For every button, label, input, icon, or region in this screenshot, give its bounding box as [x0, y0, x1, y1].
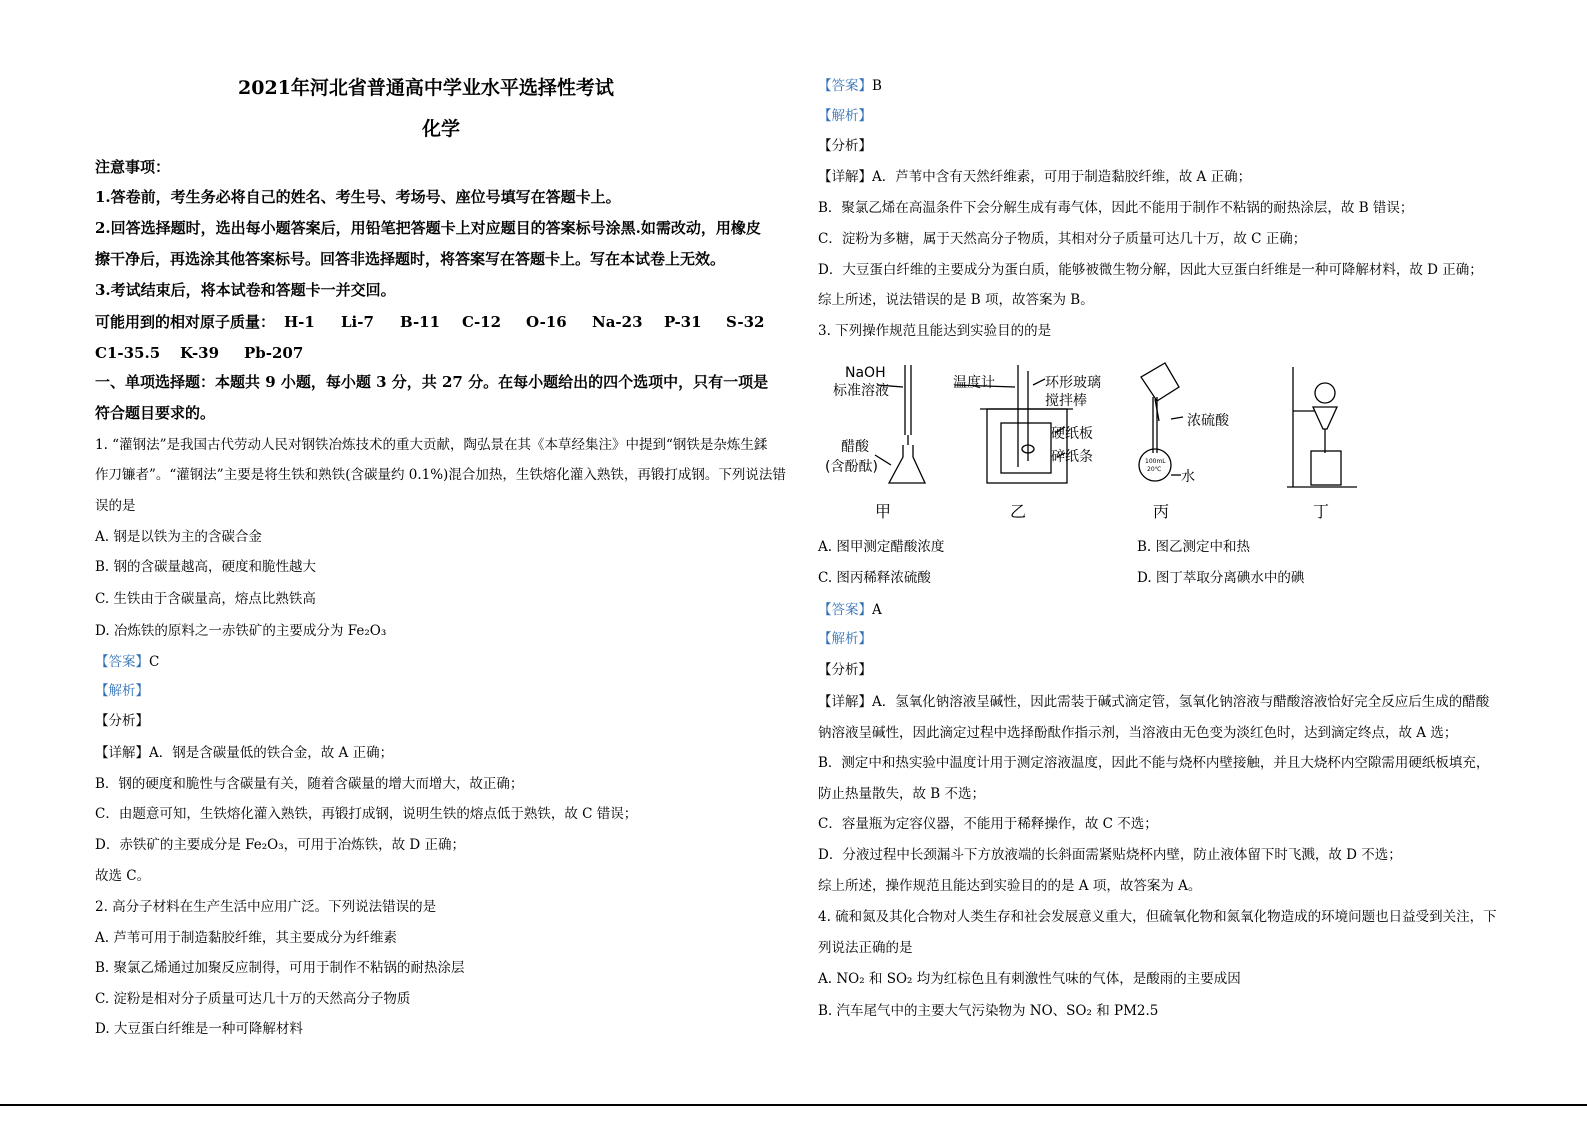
label: 20℃ [1147, 466, 1162, 473]
option: C. 图丙稀释浓硫酸 [818, 570, 931, 586]
detail-line: 综上所述，操作规范且能达到实验目的的是 A 项，故答案为 A。 [818, 878, 1202, 894]
notice-item: 1.答卷前，考生务必将自己的姓名、考生号、考场号、座位号填写在答题卡上。 [95, 188, 621, 206]
question-stem: 1. “灌钢法”是我国古代劳动人民对钢铁冶炼技术的重大贡献，陶弘景在其《本草经集注》中提到“钢铁是杂炼生鍒 [95, 437, 768, 453]
label: 水 [1181, 469, 1195, 485]
atom-mass: C-12 [462, 313, 502, 331]
option: B. 图乙测定中和热 [1137, 539, 1251, 555]
explain-tag: 【解析】 [818, 108, 872, 124]
answer-line [95, 653, 159, 671]
explain-tag: 【解析】 [95, 683, 149, 699]
detail-line: 故选 C。 [95, 868, 151, 884]
question-stem: 误的是 [95, 498, 136, 514]
label: 温度计 [953, 375, 995, 391]
atom-mass: O-16 [526, 313, 567, 331]
atom-mass: Pb-207 [244, 344, 304, 362]
atom-mass: S-32 [726, 313, 765, 331]
detail-line: D．分液过程中长颈漏斗下方放液端的长斜面需紧贴烧杯内壁，防止液体留下时飞溅，故 D 不选； [818, 847, 1402, 863]
analysis-tag: 【分析】 [818, 138, 872, 154]
caption-ding: 丁 [1313, 502, 1330, 521]
label: 醋酸 [841, 439, 869, 455]
notice-heading: 注意事项： [95, 158, 171, 176]
option: B. 钢的含碳量越高，硬度和脆性越大 [95, 559, 317, 575]
atom-mass: K-39 [180, 344, 220, 362]
detail-line: 【详解】A．钢是含碳量低的铁合金，故 A 正确； [95, 745, 394, 761]
option: D. 大豆蛋白纤维是一种可降解材料 [95, 1021, 303, 1037]
atom-mass: B-11 [400, 313, 441, 331]
detail-line: C．由题意可知，生铁熔化灌入熟铁，再锻打成钢，说明生铁的熔点低于熟铁，故 C 错误； [95, 806, 638, 822]
question-stem: 列说法正确的是 [818, 940, 913, 956]
detail-line: B．聚氯乙烯在高温条件下会分解生成有毒气体，因此不能用于制作不粘锅的耐热涂层，故 B 错误； [818, 200, 1414, 216]
option: C. 生铁由于含碳量高，熔点比熟铁高 [95, 591, 316, 607]
detail-line: 防止热量散失，故 B 不选； [818, 786, 986, 802]
answer-line [818, 77, 882, 95]
detail-line: C．容量瓶为定容仪器，不能用于稀释操作，故 C 不选； [818, 816, 1158, 832]
detail-line: D．赤铁矿的主要成分是 Fe₂O₃，可用于冶炼铁，故 D 正确； [95, 837, 466, 853]
option: A. 芦苇可用于制造黏胶纤维，其主要成分为纤维素 [95, 930, 397, 946]
detail-line: B．钢的硬度和脆性与含碳量有关，随着含碳量的增大而增大，故正确； [95, 776, 524, 792]
detail-line: D．大豆蛋白纤维的主要成分为蛋白质，能够被微生物分解，因此大豆蛋白纤维是一种可降解材料，故 D 正确； [818, 262, 1483, 278]
label: 标准溶液 [833, 383, 889, 399]
question-stem: 作刀镰者”。“灌钢法”主要是将生铁和熟铁(含碳量约 0.1%)混合加热，生铁熔化灌入熟铁，再锻打成钢。下列说法错 [95, 467, 786, 483]
answer-tag: 【答案】 [818, 602, 872, 618]
detail-line: 综上所述，说法错误的是 B 项，故答案为 B。 [818, 292, 1094, 308]
atom-mass: H-1 [284, 313, 315, 331]
atoms-label: 可能用到的相对原子质量： [95, 313, 276, 331]
label: NaOH [845, 365, 886, 381]
label: 碎纸条 [1051, 449, 1093, 465]
explain-tag: 【解析】 [818, 631, 872, 647]
atom-mass: C1-35.5 [95, 344, 161, 362]
detail-line: 【详解】A．氢氧化钠溶液呈碱性，因此需装于碱式滴定管，氢氧化钠溶液与醋酸溶液恰好完全反应后生成的醋酸 [818, 694, 1490, 710]
question-stem: 2. 高分子材料在生产生活中应用广泛。下列说法错误的是 [95, 899, 437, 915]
question-stem: 4. 硫和氮及其化合物对人类生存和社会发展意义重大，但硫氧化物和氮氧化物造成的环境问题也日益受到关注，下 [818, 909, 1497, 925]
section-heading: 一、单项选择题：本题共 9 小题，每小题 3 分，共 27 分。在每小题给出的四个选项中，只有一项是 [95, 373, 769, 391]
notice-item: 2.回答选择题时，选出每小题答案后，用铅笔把答题卡上对应题目的答案标号涂黑.如需改动，用橡皮 [95, 219, 761, 237]
answer-value: B [872, 78, 882, 94]
analysis-tag: 【分析】 [95, 713, 149, 729]
option: C. 淀粉是相对分子质量可达几十万的天然高分子物质 [95, 991, 411, 1007]
question-stem: 3. 下列操作规范且能达到实验目的的是 [818, 323, 1052, 339]
answer-value: A [872, 602, 882, 618]
label: 100mL [1145, 458, 1166, 465]
label: 浓硫酸 [1187, 413, 1229, 429]
label: 硬纸板 [1051, 426, 1093, 442]
option: A. 钢是以铁为主的含碳合金 [95, 529, 262, 545]
detail-line: C．淀粉为多糖，属于天然高分子物质，其相对分子质量可达几十万，故 C 正确； [818, 231, 1307, 247]
page-bottom-rule [0, 1104, 1587, 1106]
notice-item: 3.考试结束后，将本试卷和答题卡一并交回。 [95, 281, 396, 299]
caption-bing: 丙 [1153, 502, 1170, 521]
exam-title: 2021年河北省普通高中学业水平选择性考试 [238, 77, 614, 99]
label: 环形玻璃 [1045, 375, 1101, 391]
answer-tag: 【答案】 [818, 78, 872, 94]
answer-line [818, 601, 882, 619]
detail-line: 【详解】A．芦苇中含有天然纤维素，可用于制造黏胶纤维，故 A 正确； [818, 169, 1252, 185]
detail-line: B．测定中和热实验中温度计用于测定溶液温度，因此不能与烧杯内壁接触，并且大烧杯内空隙需用硬纸板填充， [818, 755, 1490, 771]
answer-value: C [149, 654, 160, 670]
label: 搅拌棒 [1045, 393, 1087, 409]
atom-mass: P-31 [664, 313, 702, 331]
section-heading: 符合题目要求的。 [95, 404, 216, 422]
answer-tag: 【答案】 [95, 654, 149, 670]
apparatus-ding [1287, 367, 1357, 487]
subject-title: 化学 [422, 118, 461, 140]
apparatus-figure [825, 357, 1385, 529]
option: A. NO₂ 和 SO₂ 均为红棕色且有刺激性气味的气体，是酸雨的主要成因 [818, 971, 1241, 987]
analysis-tag: 【分析】 [818, 662, 872, 678]
detail-line: 钠溶液呈碱性，因此滴定过程中选择酚酞作指示剂，当溶液由无色变为淡红色时，达到滴定终点，故 A 选； [818, 725, 1458, 741]
notice-item: 擦干净后，再选涂其他答案标号。回答非选择题时，将答案写在答题卡上。写在本试卷上无效。 [95, 250, 726, 268]
option: D. 图丁萃取分离碘水中的碘 [1137, 570, 1305, 586]
option: A. 图甲测定醋酸浓度 [818, 539, 945, 555]
caption-jia: 甲 [875, 502, 892, 521]
option: D. 冶炼铁的原料之一赤铁矿的主要成分为 Fe₂O₃ [95, 623, 387, 639]
label: (含酚酞) [825, 459, 878, 475]
option: B. 聚氯乙烯通过加聚反应制得，可用于制作不粘锅的耐热涂层 [95, 960, 465, 976]
atom-mass: Na-23 [592, 313, 643, 331]
caption-yi: 乙 [1010, 502, 1027, 521]
option: B. 汽车尾气中的主要大气污染物为 NO、SO₂ 和 PM2.5 [818, 1003, 1159, 1019]
atom-mass: Li-7 [341, 313, 374, 331]
